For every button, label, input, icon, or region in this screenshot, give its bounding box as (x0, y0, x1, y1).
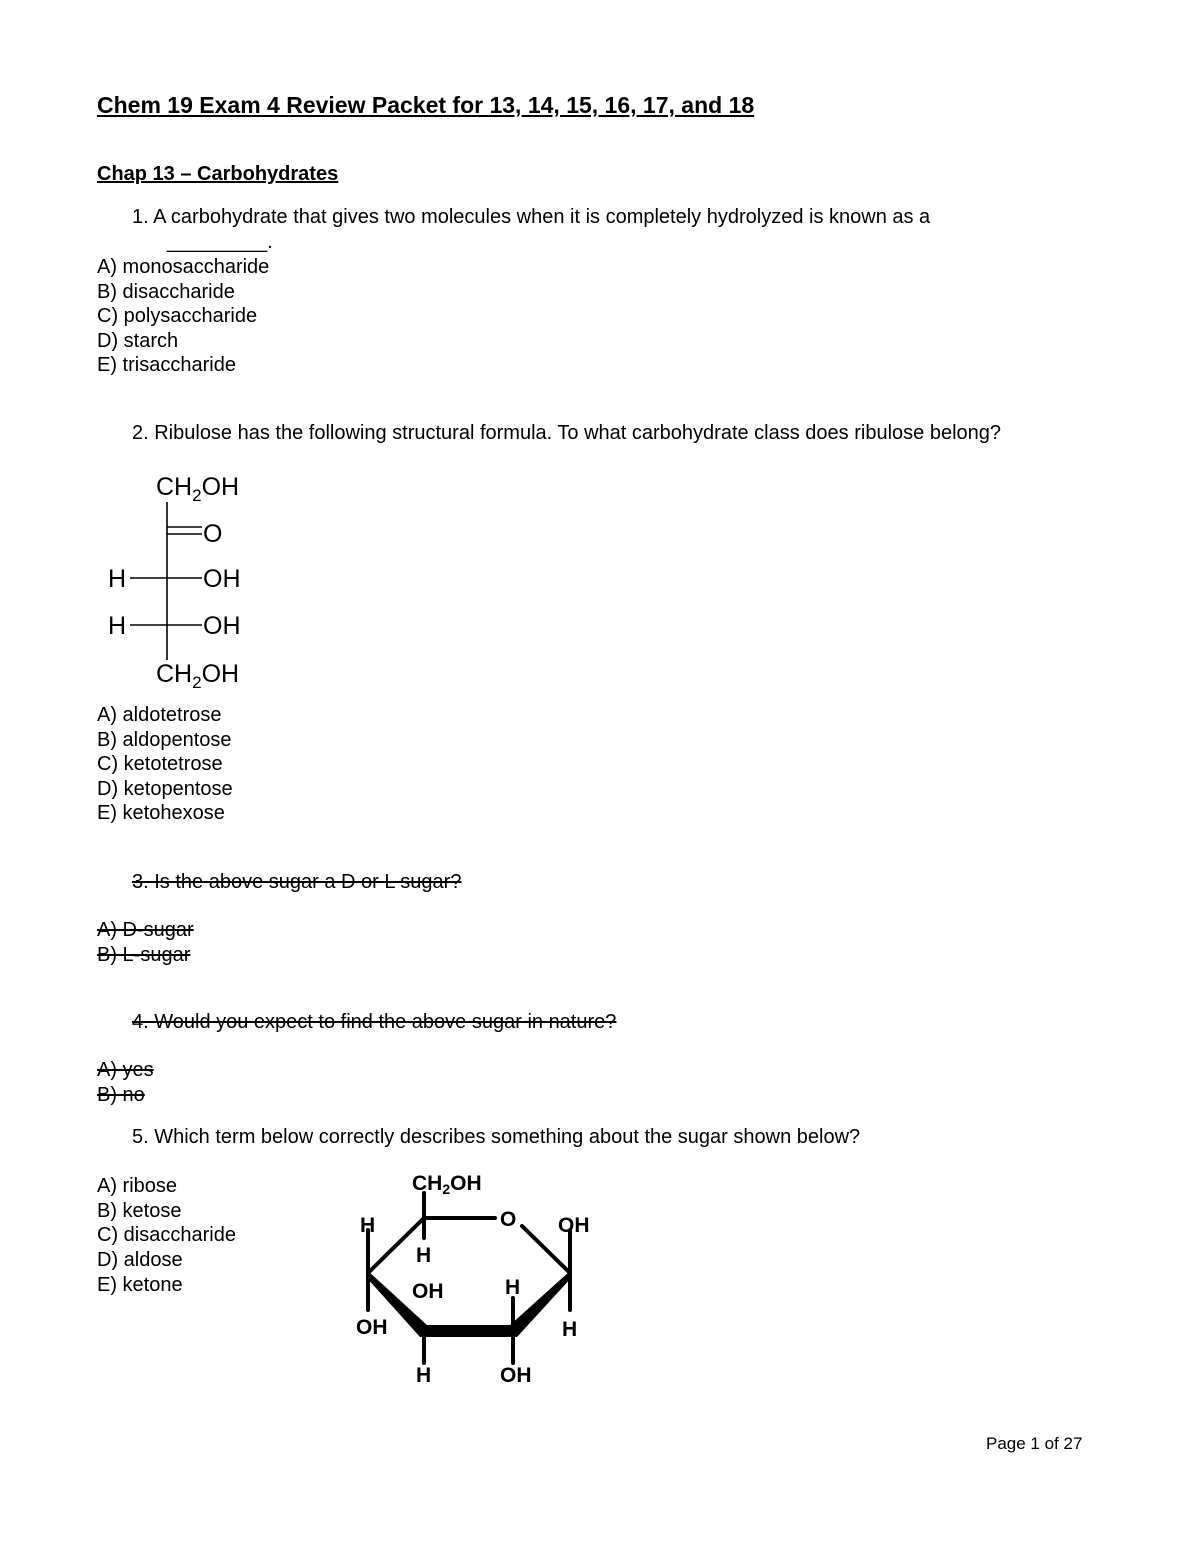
question-5-text: 5. Which term below correctly describes something about the sugar shown below? (132, 1126, 861, 1148)
page-title: Chem 19 Exam 4 Review Packet for 13, 14, 15, 16, 17, and 18 (97, 92, 755, 118)
page-number: Page 1 of 27 (986, 1434, 1083, 1453)
ribulose-top-ch2oh: $CH_2OH$ (156, 473, 240, 505)
question-1-blank: _________. (167, 231, 273, 253)
question-3-text: 3. Is the above sugar a D or L sugar? (132, 871, 462, 893)
ribulose-carbonyl-o: O (203, 520, 223, 548)
haworth-c3-h: H (416, 1364, 432, 1387)
question-2-text: 2. Ribulose has the following structural formula. To what carbohydrate class does ribulose belong? (132, 422, 1002, 444)
q3-option-a: A) D-sugar (97, 919, 194, 941)
q4-option-a: A) yes (97, 1059, 154, 1081)
haworth-c4-h: H (360, 1214, 376, 1237)
q5-option-b: B) ketose (97, 1200, 182, 1222)
ribulose-oh-1: OH (203, 565, 241, 593)
q2-option-d: D) ketopentose (97, 778, 233, 800)
q2-option-e: E) ketohexose (97, 802, 225, 824)
ribulose-structure (100, 470, 300, 690)
q2-option-b: B) aldopentose (97, 729, 232, 751)
q3-option-b: B) L-sugar (97, 944, 191, 966)
q5-option-d: D) aldose (97, 1249, 183, 1271)
q5-option-e: E) ketone (97, 1274, 183, 1296)
q1-option-d: D) starch (97, 330, 179, 352)
q1-option-e: E) trisaccharide (97, 354, 236, 376)
q5-option-c: C) disaccharide (97, 1224, 236, 1246)
q1-option-b: B) disaccharide (97, 281, 235, 303)
q5-option-a: A) ribose (97, 1175, 178, 1197)
haworth-c1-oh: OH (558, 1214, 590, 1237)
chapter-heading: Chap 13 – Carbohydrates (97, 163, 339, 185)
question-4-text: 4. Would you expect to find the above sugar in nature? (132, 1011, 617, 1033)
ribulose-h-2: H (108, 612, 127, 640)
q1-option-c: C) polysaccharide (97, 305, 258, 327)
haworth-c1-h: H (562, 1318, 578, 1341)
glucose-haworth-structure (350, 1168, 610, 1398)
haworth-ch2oh: CH2OH (412, 1172, 482, 1197)
haworth-c3-oh: OH (412, 1280, 444, 1303)
haworth-c2-oh: OH (500, 1364, 532, 1387)
haworth-c5-h: H (416, 1244, 432, 1267)
ribulose-h-1: H (108, 565, 127, 593)
ribulose-bottom-ch2oh: $CH_2OH$ (156, 660, 240, 692)
haworth-c4-oh: OH (356, 1316, 388, 1339)
q4-option-b: B) no (97, 1084, 145, 1106)
q2-option-a: A) aldotetrose (97, 704, 222, 726)
question-1-text: 1. A carbohydrate that gives two molecules when it is completely hydrolyzed is known as a (132, 206, 931, 228)
q1-option-a: A) monosaccharide (97, 256, 270, 278)
q2-option-c: C) ketotetrose (97, 753, 223, 775)
ribulose-oh-2: OH (203, 612, 241, 640)
haworth-ring-oxygen: O (500, 1208, 517, 1231)
haworth-c2-h: H (505, 1276, 521, 1299)
